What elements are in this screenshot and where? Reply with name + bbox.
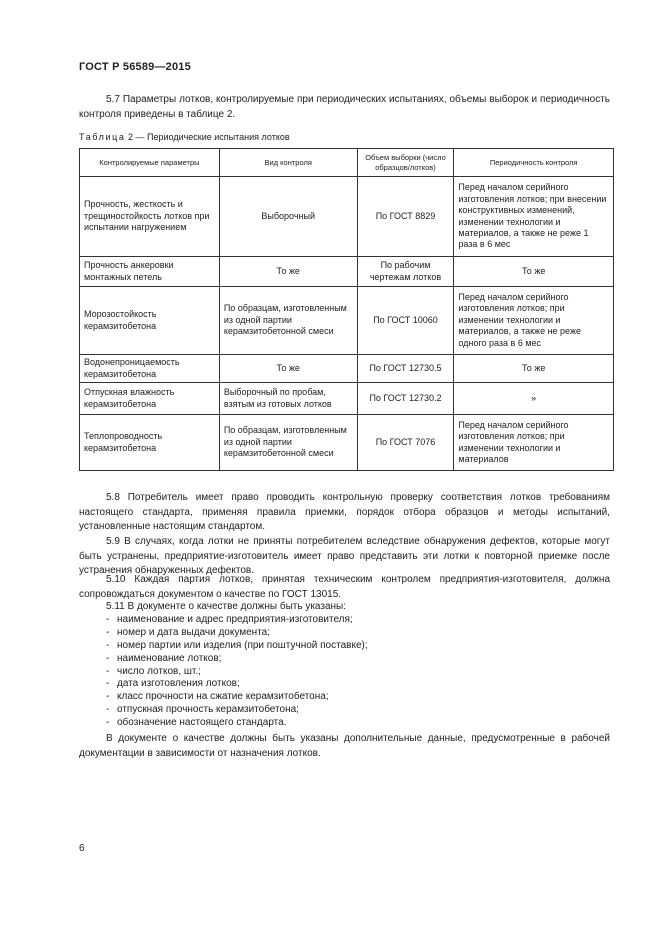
list-item-text: наименование лотков;	[117, 652, 222, 664]
table-cell: По образцам, изготовленным из одной партии керамзитобетонной смеси	[219, 287, 357, 355]
table-cell: Выборочный	[219, 177, 357, 257]
table-row	[80, 177, 614, 257]
header-cell: Объем выборки (число образцов/лотков)	[357, 149, 454, 177]
list-item: - отпускная прочность керамзитобетона;	[106, 704, 299, 716]
list-item: - наименование и адрес предприятия-изготовителя;	[106, 613, 353, 625]
table-header-row	[80, 149, 614, 177]
table-cell: Перед началом серийного изготовления лотков; при внесении конструктивных изменений, изменении технологии и материалов, а также не реже 1 раза в 6 мес	[454, 177, 614, 257]
table-cell: По ГОСТ 10060	[357, 287, 454, 355]
header-cell: Контролируемые параметры	[80, 149, 220, 177]
table-cell: По образцам, изготовленным из одной партии керамзитобетонной смеси	[219, 415, 357, 471]
table-row	[80, 383, 614, 415]
table-cell: Водонепроницаемость керамзитобетона	[80, 355, 220, 383]
list-item-text: обозначение настоящего стандарта.	[117, 717, 287, 729]
table-caption-label: Таблица	[79, 132, 126, 142]
table-cell: По рабочим чертежам лотков	[357, 257, 454, 287]
table-cell: Теплопроводность керамзитобетона	[80, 415, 220, 471]
list-item: - наименование лотков;	[106, 652, 222, 664]
table-cell: По ГОСТ 7076	[357, 415, 454, 471]
list-item: - номер и дата выдачи документа;	[106, 626, 270, 638]
table-cell: То же	[454, 355, 614, 383]
table-cell: То же	[219, 257, 357, 287]
header-cell: Вид контроля	[219, 149, 357, 177]
periodic-tests-table	[79, 148, 614, 471]
page-number: 6	[79, 843, 85, 854]
table-cell: Перед началом серийного изготовления лотков; при изменении технологии и материалов	[454, 415, 614, 471]
paragraph-5-8	[79, 491, 610, 535]
table-cell: По ГОСТ 8829	[357, 177, 454, 257]
table-cell: То же	[454, 257, 614, 287]
header-cell: Периодичность контроля	[454, 149, 614, 177]
paragraph-final	[79, 732, 610, 761]
list-item-text: класс прочности на сжатие керамзитобетона;	[117, 691, 329, 703]
list-item-text: номер партии или изделия (при поштучной поставке);	[117, 639, 368, 651]
list-item: - номер партии или изделия (при поштучной поставке);	[106, 639, 368, 651]
table-caption	[79, 132, 290, 142]
quality-document-list	[79, 601, 610, 730]
list-item: - обозначение настоящего стандарта.	[106, 717, 287, 729]
table-cell: Прочность анкеровки монтажных петель	[80, 257, 220, 287]
paragraph-final-text: В документе о качестве должны быть указаны дополнительные данные, предусмотренные в рабочей документации в зависимости от назначения лотков.	[79, 733, 610, 759]
table-cell: То же	[219, 355, 357, 383]
paragraph-5-8-text: 5.8 Потребитель имеет право проводить контрольную проверку соответствия лотков требованиям настоящего стандарта, применяя правила приемки, порядок отбора образцов и методы испытаний, установленные настоящим стандартом.	[79, 492, 610, 533]
list-item-text: дата изготовления лотков;	[117, 678, 240, 690]
list-item-text: номер и дата выдачи документа;	[117, 626, 270, 638]
table-cell: По ГОСТ 12730.5	[357, 355, 454, 383]
list-item-text: отпускная прочность керамзитобетона;	[117, 704, 299, 716]
list-item: - класс прочности на сжатие керамзитобетона;	[106, 691, 329, 703]
paragraph-5-11-text: 5.11 В документе о качестве должны быть указаны:	[106, 601, 347, 612]
list-item: - число лотков, шт.;	[106, 665, 201, 677]
list-item-text: наименование и адрес предприятия-изготовителя;	[117, 613, 353, 625]
table-row	[80, 415, 614, 471]
paragraph-5-7	[79, 93, 610, 122]
table-cell: По ГОСТ 12730.2	[357, 383, 454, 415]
table-caption-title: 2 — Периодические испытания лотков	[125, 132, 290, 142]
paragraph-5-7-text: 5.7 Параметры лотков, контролируемые при периодических испытаниях, объемы выборок и периодичность контроля приведены в таблице 2.	[79, 94, 610, 120]
table-cell: Прочность, жесткость и трещиностойкость лотков при испытании нагружением	[80, 177, 220, 257]
table-cell: Отпускная влажность керамзитобетона	[80, 383, 220, 415]
paragraph-5-10-text: 5.10 Каждая партия лотков, принятая техническим контролем предприятия-изготовителя, должна сопровождаться документом о качестве по ГОСТ 13015.	[79, 574, 610, 600]
table-cell: Выборочный по пробам, взятым из готовых лотков	[219, 383, 357, 415]
list-item-text: число лотков, шт.;	[117, 665, 201, 677]
list-item: - дата изготовления лотков;	[106, 678, 240, 690]
paragraph-5-9-text: 5.9 В случаях, когда лотки не приняты потребителем вследствие обнаружения дефектов, которые могут быть устранены, предприятие-изготовитель имеет право представить эти лотки к повторной приемке после устранения обнаруженных дефектов.	[79, 536, 610, 577]
table-row	[80, 257, 614, 287]
table-row	[80, 287, 614, 355]
table-cell: »	[454, 383, 614, 415]
paragraph-5-10	[79, 573, 610, 602]
table-row	[80, 355, 614, 383]
document-code: ГОСТ Р 56589—2015	[79, 61, 191, 73]
table-cell: Перед началом серийного изготовления лотков; при изменении технологии и материалов, а также не реже одного раза в 6 мес	[454, 287, 614, 355]
table-cell: Морозостойкость керамзитобетона	[80, 287, 220, 355]
